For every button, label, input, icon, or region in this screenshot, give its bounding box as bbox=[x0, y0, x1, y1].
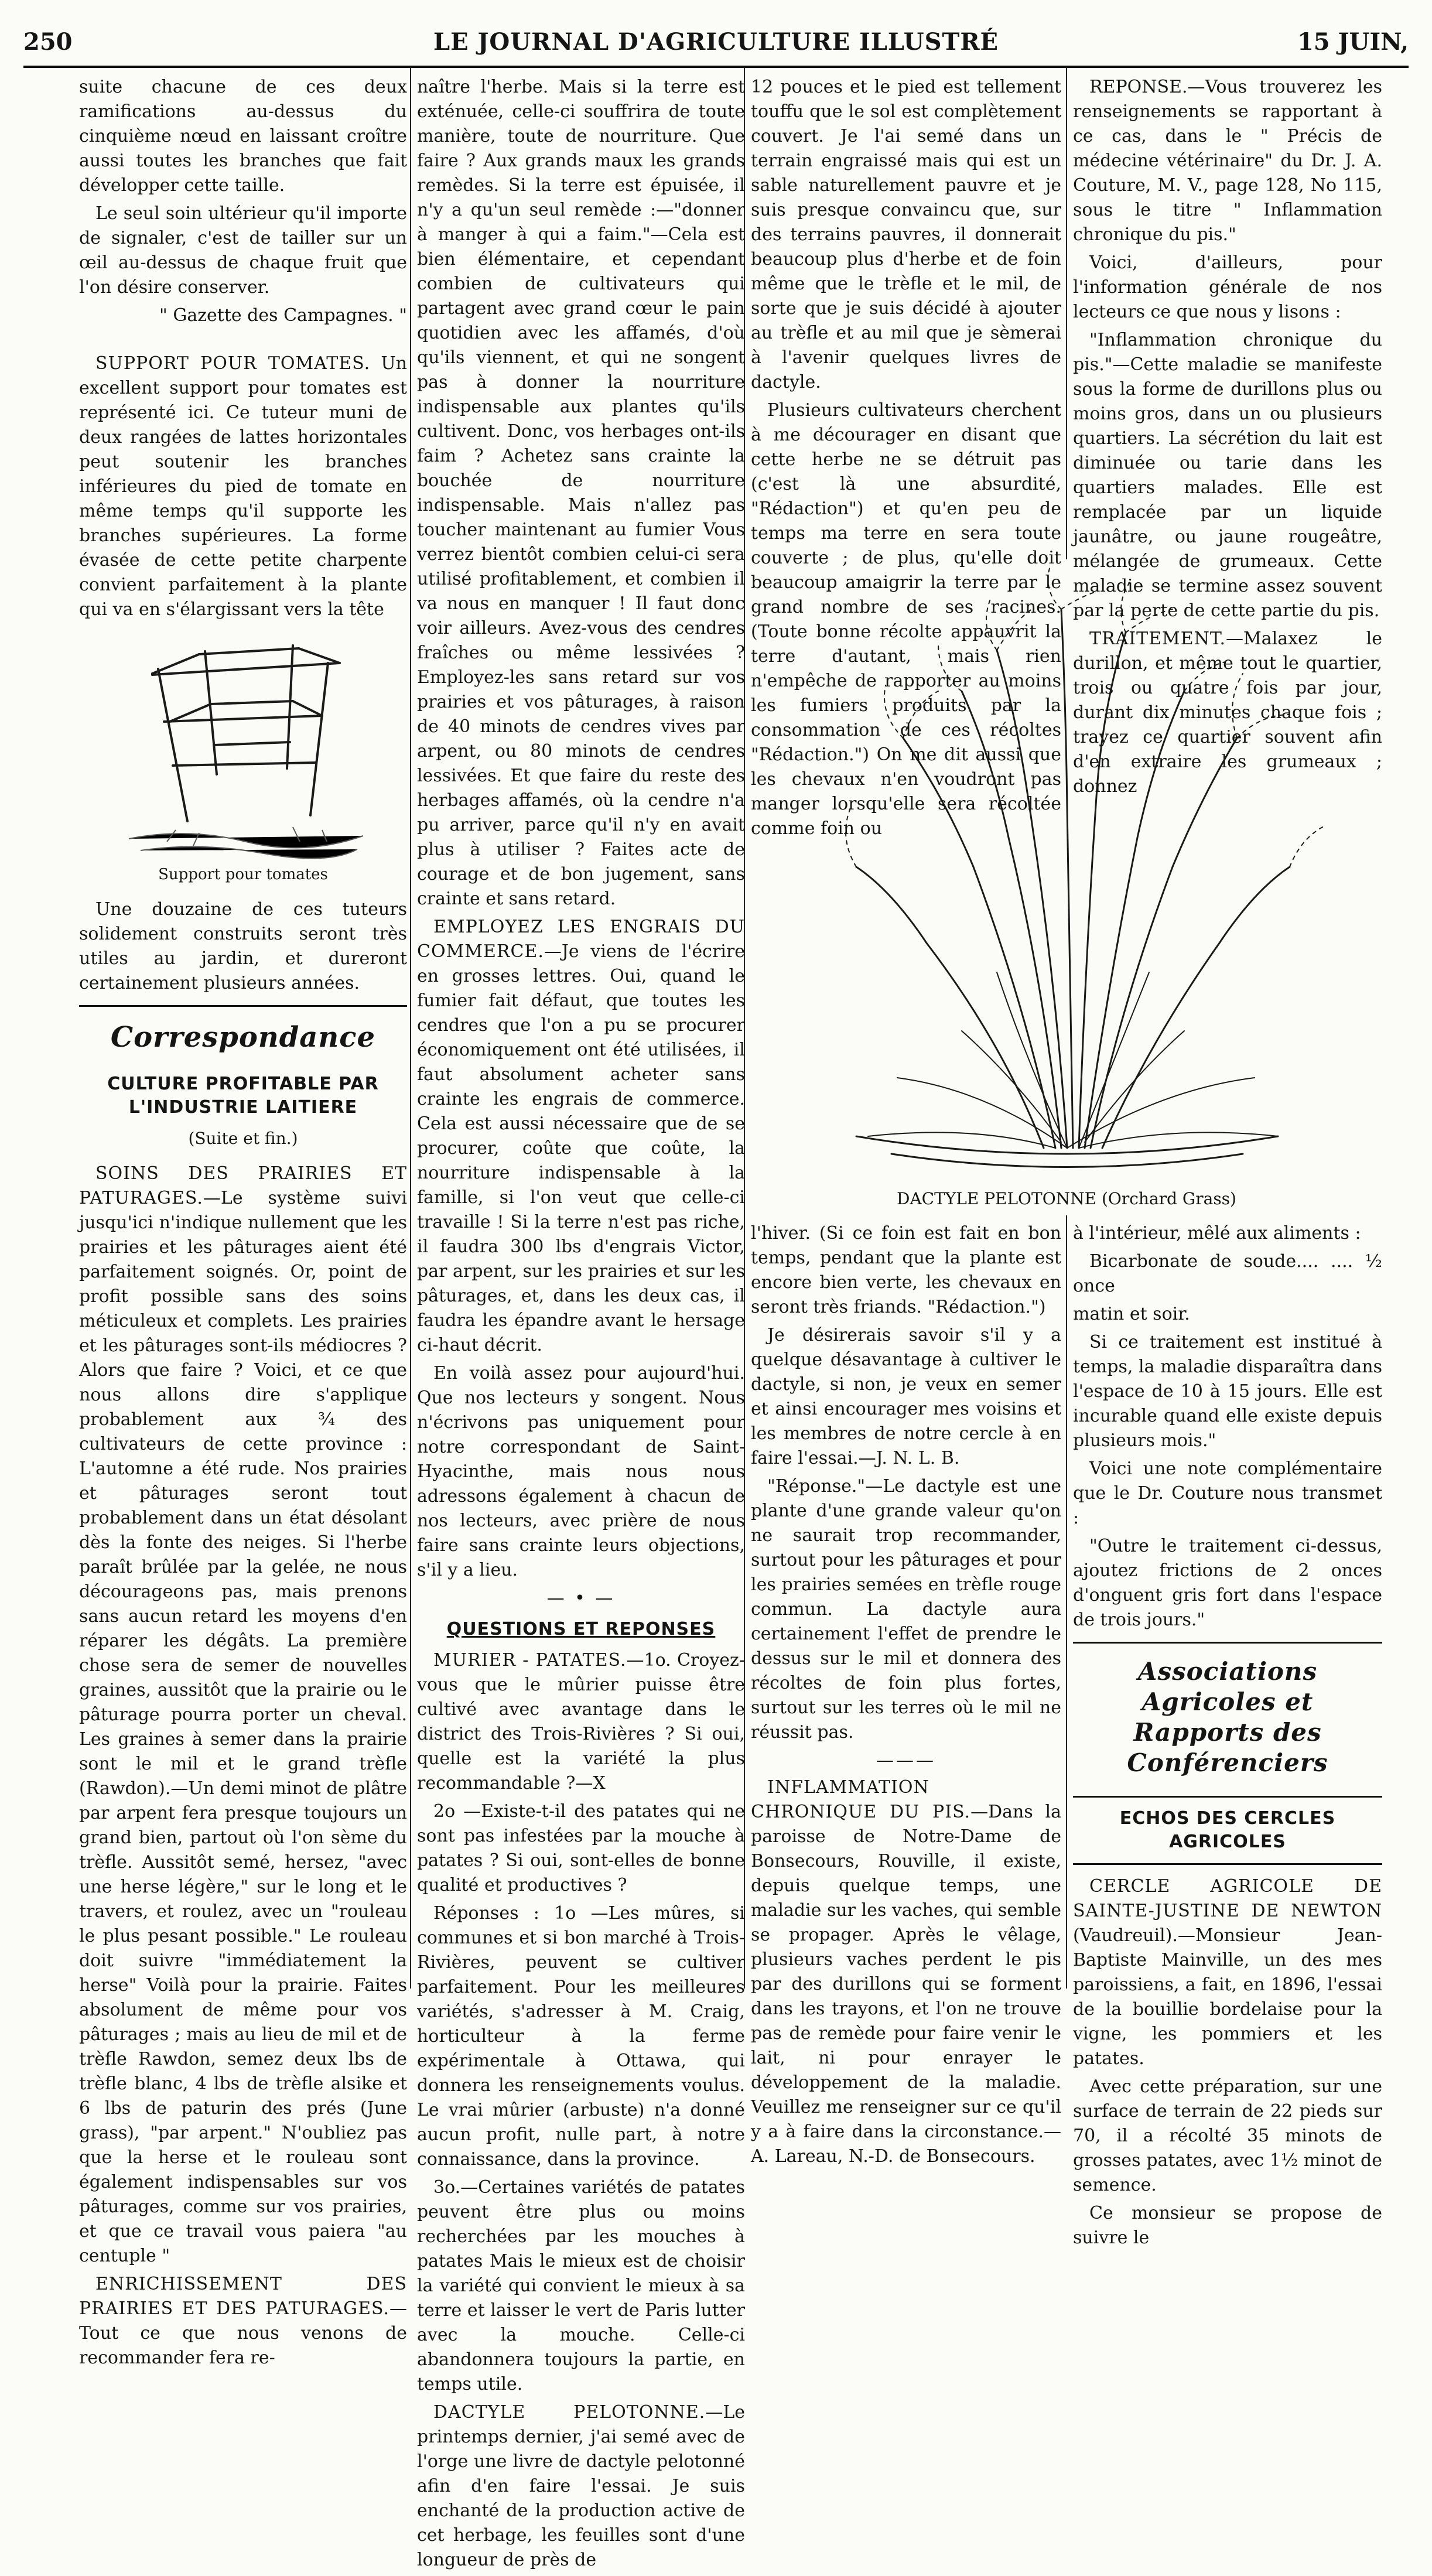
column-rule bbox=[1066, 1215, 1067, 1989]
divider bbox=[1073, 1642, 1382, 1644]
paragraph: "Inflammation chronique du pis."—Cette maladie se manifeste sous la forme de durillons plus ou moins gros, dans un ou plusieurs quartiers. La sécrétion du lait est diminuée ou tarie dans les quartiers malades. Elle est remplacée par un liquide jaunâtre, ou jaune rougeâtre, mélangée de grumeaux. Cette maladie se termine assez souvent par la perte de cette partie du pis. bbox=[1073, 330, 1382, 621]
section-heading: QUESTIONS ET REPONSES bbox=[446, 1619, 716, 1639]
paragraph: 1o —Les mûres, si communes et si bon marché à Trois-Rivières, peuvent se cultiver parfaitement. Pour les meilleures variétés, s'adresser à M. Craig, horticulteur à la ferme expérimentale à Ottawa, qui donnera les renseignements voulus. Le vrai mûrier (arbuste) n'a donné aucun profit, nulle part, à notre connaissance, dans la province. bbox=[417, 1903, 745, 2170]
article-title: CULTURE PROFITABLE PAR L'INDUSTRIE LAITIERE bbox=[107, 1074, 379, 1118]
paragraph: 12 pouces et le pied est tellement touffu que le sol est complètement couvert. Je l'ai semé dans un terrain engraissé mais qui est un sable naturellement pauvre et je suis presque convaincu que, sur des terrains pauvres, il donnerait beaucoup plus d'herbe et de foin même que le trèfle et le mil, de sorte que je suis décidé à ajouter au trèfle et au mil que je sèmerai à l'avenir quelques livres de dactyle. bbox=[751, 77, 1061, 392]
column-3-continued bbox=[751, 1221, 1061, 2172]
paragraph: 3o.—Certaines variétés de patates peuvent être plus ou moins recherchées par les mouches à patates Mais le mieux est de choisir la variété qui convient le mieux à sa terre et laisser le vert de Paris lutter avec la mouche. Celle-ci abandonnera toujours la partie, en temps utile. bbox=[417, 2177, 745, 2394]
source-attribution: " Gazette des Campagnes. " bbox=[159, 305, 407, 326]
paragraph: matin et soir. bbox=[1073, 1304, 1190, 1324]
column-1 bbox=[79, 75, 407, 2374]
paragraph: suite chacune de ces deux ramifications au-dessus du cinquième nœud en laissant croître aussi toutes les branches que fait développer cette taille. bbox=[79, 77, 407, 196]
paragraph: "Réponse."—Le dactyle est une plante d'une grande valeur qu'on ne saurait trop recommander, surtout pour les pâturages et pour les prairies semées en trèfle rouge commun. La dactyle aura certainement l'effet de prendre le dessus sur le mil et donnera des récoltes de foin plus fortes, surtout sur les terres où le mil ne réussit pas. bbox=[751, 1476, 1061, 1743]
paragraph: Bicarbonate de soude.... .... ½ once bbox=[1073, 1251, 1382, 1296]
article-heading: SUPPORT POUR TOMATES. bbox=[95, 353, 371, 374]
paragraph: En voilà assez pour aujourd'hui. Que nos lecteurs y songent. Nous n'écrivons pas uniquement pour notre correspondant de Saint-Hyacinthe, mais nous nous adressons également à chacun de nos lecteurs, avec prière de nous faire sans crainte leurs objections, s'il y a lieu. bbox=[417, 1363, 745, 1580]
divider: ——— bbox=[876, 1750, 936, 1771]
figure-caption: Support pour tomates bbox=[158, 866, 328, 883]
article-heading: EMPLOYEZ LES ENGRAIS DU COMMERCE. bbox=[417, 917, 745, 962]
paragraph: —Je viens de l'écrire en grosses lettres. Oui, quand le fumier fait défaut, que toutes les cendres que l'on a pu se procurer économiquement ont été utilisées, il faut absolument acheter sans crainte les engrais de commerce. Cela est aussi nécessaire que de se procurer, coûte que coûte, la nourriture indispensable à la famille, si l'on veut que celle-ci travaille ! Si la terre n'est pas riche, il faudra 300 lbs d'engrais Victor, par arpent, sur les prairies et sur les pâturages, et, dans les deux cas, il faudra les épandre avant le hersage ci-haut décrit. bbox=[417, 941, 745, 1355]
column-rule bbox=[410, 67, 411, 1989]
orchard-grass-illustration bbox=[751, 562, 1382, 1183]
paragraph: l'hiver. (Si ce foin est fait en bon temps, pendant que la plante est encore bien verte, les chevaux en seront très friands. "Rédaction.") bbox=[751, 1223, 1061, 1317]
paragraph: —Le printemps dernier, j'ai semé avec de l'orge une livre de dactyle pelotonné afin d'en faire l'essai. Je suis enchanté de la production active de cet herbage, les feuilles sont d'une longueur de près de bbox=[417, 2402, 745, 2570]
page-number: 250 bbox=[23, 28, 73, 56]
figure-caption: DACTYLE PELOTONNE (Orchard Grass) bbox=[897, 1189, 1236, 1208]
article-heading: INFLAMMATION CHRONIQUE DU PIS. bbox=[751, 1777, 971, 1822]
tomato-support-illustration bbox=[117, 628, 369, 862]
section-heading: ECHOS DES CERCLES AGRICOLES bbox=[1119, 1808, 1336, 1852]
answer-label: Réponses : bbox=[433, 1903, 539, 1924]
paragraph: Si ce traitement est institué à temps, la maladie disparaîtra dans l'espace de 10 à 15 jours. Elle est incurable quand elle existe depuis plusieurs mois." bbox=[1073, 1332, 1382, 1451]
paragraph: —Le système suivi jusqu'ici n'indique nullement que les prairies et les pâturages aient été parfaitement soignés. Or, point de profit possible sans des soins méticuleux et complets. Les prairies et les pâturages sont-ils médiocres ? Alors que faire ? Voici, et ce que nous allons dire s'applique probablement aux ¾ des cultivateurs de cette province : L'automne a été rude. Nos prairies et pâturages seront tout probablement dans un état désolant dès la fonte des neiges. Si l'herbe paraît brûlée par la gelée, ne nous décourageons pas, mais prenons sans aucun retard les moyens d'en réparer les dégâts. La première chose sera de semer de nouvelles graines, aussitôt que la prairie ou le pâturage pourra porter un cheval. Les graines à semer dans la prairie sont le mil et le grand trèfle (Rawdon).—Un demi minot de plâtre par arpent fera presque toujours un grand bien, partout où l'on sème du trèfle. Aussitôt semé, hersez, "avec une herse légère," sur le long et le travers, et roulez, avec un "rouleau le plus pesant possible." Le rouleau doit suivre "immédiatement la herse" Voilà pour la prairie. Faites absolument de même pour vos pâturages ; mais au lieu de mil et de trèfle Rawdon, semez deux lbs de trèfle blanc, 4 lbs de trèfle alsike et 6 lbs de paturin des prés (June grass), "par arpent." N'oubliez pas que la herse et le rouleau sont également indispensables sur vos pâturages, comme sur vos prairies, et que ce travail vous paiera "au centuple " bbox=[79, 1188, 407, 2266]
paragraph: Voici, d'ailleurs, pour l'information générale de nos lecteurs ce que nous y lisons : bbox=[1073, 252, 1382, 322]
section-title: Correspondance bbox=[110, 1021, 376, 1054]
paragraph: (Vaudreuil).—Monsieur Jean-Baptiste Mainville, un des mes paroissiens, a fait, en 1896, l'essai de la bouillie bordelaise pour la vigne, les pommiers et les patates. bbox=[1073, 1925, 1382, 2069]
article-heading: CERCLE AGRICOLE DE SAINTE-JUSTINE DE NEWTON bbox=[1073, 1876, 1382, 1921]
paragraph: 2o —Existe-t-il des patates qui ne sont pas infestées par la mouche à patates ? Si oui, sont-elles de bonne qualité et productives ? bbox=[417, 1801, 745, 1895]
paragraph: —1o. Croyez-vous que le mûrier puisse être cultivé avec avantage dans le district des Trois-Rivières ? Si oui, quelle est la variété la plus recommandable ?—X bbox=[417, 1650, 745, 1793]
paragraph: Un excellent support pour tomates est représenté ici. Ce tuteur muni de deux rangées de lattes horizontales peut soutenir les branches inférieures du pied de tomate en même temps qu'il supporte les branches supérieures. La forme évasée de cette petite charpente convient parfaitement à la plante qui va en s'élargissant vers la tête bbox=[79, 353, 407, 620]
column-2 bbox=[417, 75, 745, 2576]
paragraph: REPONSE.—Vous trouverez les renseignements se rapportant à ce cas, dans le " Précis de médecine vétérinaire" du Dr. J. A. Couture, M. V., page 128, No 115, sous le titre " Inflammation chronique du pis." bbox=[1073, 77, 1382, 245]
divider: — • — bbox=[546, 1588, 616, 1608]
divider bbox=[1073, 1863, 1382, 1865]
article-heading: DACTYLE PELOTONNE. bbox=[433, 2402, 706, 2423]
article-heading: MURIER - PATATES. bbox=[433, 1650, 627, 1670]
journal-title: LE JOURNAL D'AGRICULTURE ILLUSTRÉ bbox=[433, 28, 999, 56]
paragraph: Plusieurs cultivateurs cherchent à me décourager en disant que cette herbe ne se détruit pas (c'est là une absurdité, "Rédaction") et qu'en peu de temps ma terre en sera toute couverte ; de plus, qu'elle doit beaucoup amaigrir la terre par le grand nombre de ses racines. (Toute bonne récolte appauvrit la terre d'autant, mais rien n'empêche de rapporter au moins les fumiers produits par la consommation de ces récoltes "Rédaction.") On me dit aussi que les chevaux n'en voudront pas manger lorsqu'elle sera récoltée comme foin ou bbox=[751, 400, 1061, 839]
paragraph: Avec cette préparation, sur une surface de terrain de 22 pieds sur 70, il a récolté 35 minots de grosses patates, avec 1½ minot de semence. bbox=[1073, 2076, 1382, 2195]
paragraph: Je désirerais savoir s'il y a quelque désavantage à cultiver le dactyle, si non, je veux en semer et ainsi encourager mes voisins et les membres de notre cercle à en faire l'essai.—J. N. L. B. bbox=[751, 1325, 1061, 1468]
issue-date: 15 JUIN, bbox=[1297, 28, 1409, 56]
article-heading: ENRICHISSEMENT DES PRAIRIES ET DES PATURAGES. bbox=[79, 2274, 407, 2319]
paragraph: Voici une note complémentaire que le Dr. Couture nous transmet : bbox=[1073, 1458, 1382, 1528]
paragraph: Le seul soin ultérieur qu'il importe de signaler, c'est de tailler sur un œil au-dessus de chaque fruit que l'on désire conserver. bbox=[79, 203, 407, 298]
divider bbox=[1073, 1796, 1382, 1798]
article-heading: SOINS DES PRAIRIES ET PATURAGES. bbox=[79, 1163, 407, 1208]
paragraph: naître l'herbe. Mais si la terre est exténuée, celle-ci souffrira de toute manière, toute de nourriture. Que faire ? Aux grands maux les grands remèdes. Si la terre est épuisée, il n'y a qu'un seul remède :—"donner à manger à qui a faim."—Cela est bien élémentaire, et cependant combien de cultivateurs qui partagent avec grand cœur le pain quotidien avec les affamés, d'où qu'ils viennent, et qui ne songent pas à donner la nourriture indispensable aux plantes qu'ils cultivent. Donc, vos herbages ont-ils faim ? Achetez sans crainte la bouchée de nourriture indispensable. Mais n'allez pas toucher maintenant au fumier Vous verrez bientôt combien celui-ci sera utilisé profitablement, et combien il va nous en manquer ! Il faut donc voir ailleurs. Avez-vous des cendres fraîches ou même lessivées ? Employez-les sans retard sur vos prairies et vos pâturages, à raison de 40 minots de cendres vives par arpent, ou 80 minots de cendres lessivées. Et que faire du reste des herbages affamés, où la cendre n'a pu arriver, parce qu'il n'y en avait plus à utiliser ? Faites acte de courage et de bon jugement, sans crainte et sans retard. bbox=[417, 77, 745, 909]
column-rule bbox=[1066, 67, 1067, 559]
paragraph: "Outre le traitement ci-dessus, ajoutez frictions de 2 onces d'onguent gris fort dans l'espace de trois jours." bbox=[1073, 1536, 1382, 1630]
running-head bbox=[23, 13, 1409, 68]
article-subtitle: (Suite et fin.) bbox=[188, 1129, 298, 1148]
paragraph: à l'intérieur, mêlé aux aliments : bbox=[1073, 1223, 1361, 1243]
divider bbox=[79, 1005, 407, 1007]
section-title: Associations Agricoles et Rapports des Conférenciers bbox=[1127, 1657, 1328, 1777]
column-4-continued bbox=[1073, 1221, 1382, 2254]
paragraph: Ce monsieur se propose de suivre le bbox=[1073, 2203, 1382, 2248]
article-heading: TRAITEMENT. bbox=[1089, 628, 1226, 649]
paragraph: Une douzaine de ces tuteurs solidement construits seront très utiles au jardin, et dureront certainement plusieurs années. bbox=[79, 899, 407, 993]
paragraph: —Tout ce que nous venons de recommander fera re- bbox=[79, 2298, 407, 2368]
paragraph: —Dans la paroisse de Notre-Dame de Bonsecours, Rouville, il existe, depuis quelque temps, une maladie sur les vaches, qui semble se propager. Après le vêlage, plusieurs vaches perdent le pis par des durillons qui se forment dans les trayons, et l'on ne trouve pas de remède pour faire venir le lait, ni pour enrayer le développement de la maladie. Veuillez me renseigner sur ce qu'il y a à faire dans la circonstance.—A. Lareau, N.-D. de Bonsecours. bbox=[751, 1802, 1062, 2167]
paragraph: —Malaxez le durillon, et même tout le quartier, trois ou quatre fois par jour, durant dix minutes chaque fois ; trayez ce quartier souvent afin d'en extraire les grumeaux ; donnez bbox=[1073, 628, 1382, 797]
